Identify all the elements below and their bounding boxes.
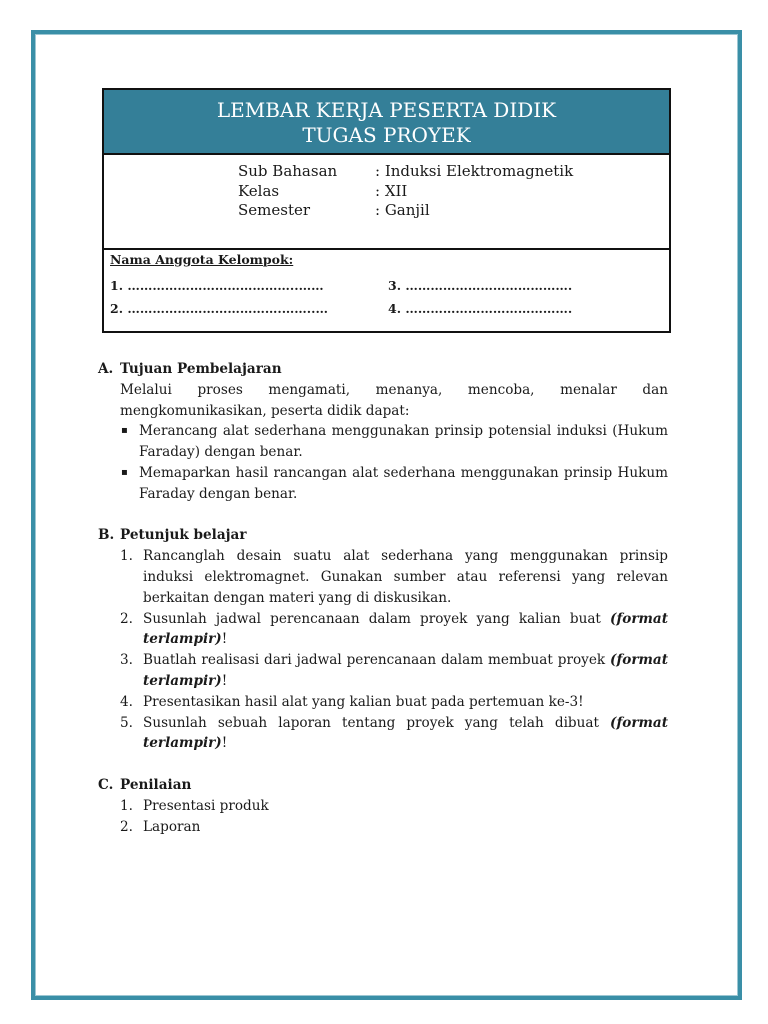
info-labels (238, 162, 337, 221)
group-members (104, 248, 669, 333)
worksheet-header (102, 88, 671, 333)
instruction-item (120, 713, 668, 755)
instruction-number: 5. (120, 714, 133, 731)
info-label-kelas: Kelas (238, 181, 280, 200)
title-line-1: LEMBAR KERJA PESERTA DIDIK (216, 98, 557, 122)
instruction-item (120, 692, 668, 713)
assessment-item (120, 817, 668, 838)
section-a-heading (98, 359, 668, 380)
title-line-2: TUGAS PROYEK (302, 123, 471, 147)
members-heading: Nama Anggota Kelompok: (110, 252, 294, 267)
info-value-sub-bahasan: : Induksi Elektromagnetik (375, 162, 574, 180)
section-a-bullet (120, 421, 668, 463)
instruction-text: Susunlah jadwal perencanaan dalam proyek yang kalian buat (143, 610, 611, 627)
instruction-tail: ! (221, 735, 228, 752)
instruction-emphasis: (format terlampir) (143, 610, 668, 648)
instruction-item (120, 650, 668, 692)
info-label-sub-bahasan: Sub Bahasan (238, 162, 338, 180)
member-1-field: 1. …………………………………..…… (110, 278, 324, 293)
instruction-text: Buatlah realisasi dari jadwal perencanaan dalam membuat proyek (143, 652, 611, 669)
section-c-letter: C. (98, 776, 114, 793)
worksheet-body (98, 359, 668, 837)
instruction-emphasis: (format terlampir) (143, 652, 668, 689)
section-a-title: Tujuan Pembelajaran (120, 361, 282, 377)
section-b-letter: B. (98, 527, 115, 544)
instruction-text: Presentasikan hasil alat yang kalian buat pada pertemuan ke-3! (143, 693, 584, 710)
section-c-heading (98, 775, 668, 796)
instruction-text: Rancanglah desain suatu alat sederhana yang menggunakan prinsip induksi elektromagnet. Gunakan sumber atau referensi yang relevan berkaitan dengan materi yang di diskusikan. (143, 548, 668, 606)
member-2-field: 2. ……………………………….……..… (110, 301, 328, 316)
section-a-bullet-text: Merancang alat sederhana menggunakan prinsip potensial induksi (Hukum Faraday) dengan benar. (139, 423, 668, 461)
assessment-item (120, 796, 668, 817)
section-a-letter: A. (98, 361, 114, 377)
section-b-heading (98, 525, 668, 546)
instruction-tail: ! (221, 631, 228, 648)
bullet-icon: ▪ (121, 466, 128, 478)
assessment-number: 2. (120, 818, 133, 835)
assessment-number: 1. (120, 797, 133, 814)
instruction-number: 3. (120, 652, 133, 669)
info-value-kelas: : XII (375, 181, 408, 200)
instruction-item (120, 609, 668, 651)
bullet-icon: ▪ (121, 425, 128, 437)
section-b-title: Petunjuk belajar (120, 527, 247, 544)
title-band (104, 90, 669, 155)
section-a-bullet-text: Memaparkan hasil rancangan alat sederhana menggunakan prinsip Hukum Faraday dengan benar. (139, 464, 668, 502)
section-a-intro-line-1: Melalui proses mengamati, menanya, mencoba, menalar dan (120, 381, 668, 398)
info-label-semester: Semester (238, 201, 311, 219)
info-values (375, 162, 573, 221)
instruction-number: 1. (120, 548, 133, 565)
assessment-text: Laporan (143, 818, 201, 835)
member-4-field: 4. …………………………………. (388, 301, 573, 316)
section-a-bullet (120, 463, 668, 505)
instruction-number: 4. (120, 693, 133, 710)
info-value-semester: : Ganjil (375, 201, 430, 219)
member-3-field: 3. …………………………………. (388, 278, 573, 293)
assessment-text: Presentasi produk (143, 797, 269, 814)
instruction-number: 2. (120, 610, 133, 627)
instruction-item (120, 546, 668, 608)
section-a-intro-line-2: mengkomunikasikan, peserta didik dapat: (120, 402, 410, 419)
instruction-tail: ! (221, 672, 228, 689)
section-c-title: Penilaian (120, 776, 192, 793)
instruction-text: Susunlah sebuah laporan tentang proyek yang telah dibuat (143, 714, 611, 731)
instruction-emphasis: (format terlampir) (143, 714, 668, 752)
